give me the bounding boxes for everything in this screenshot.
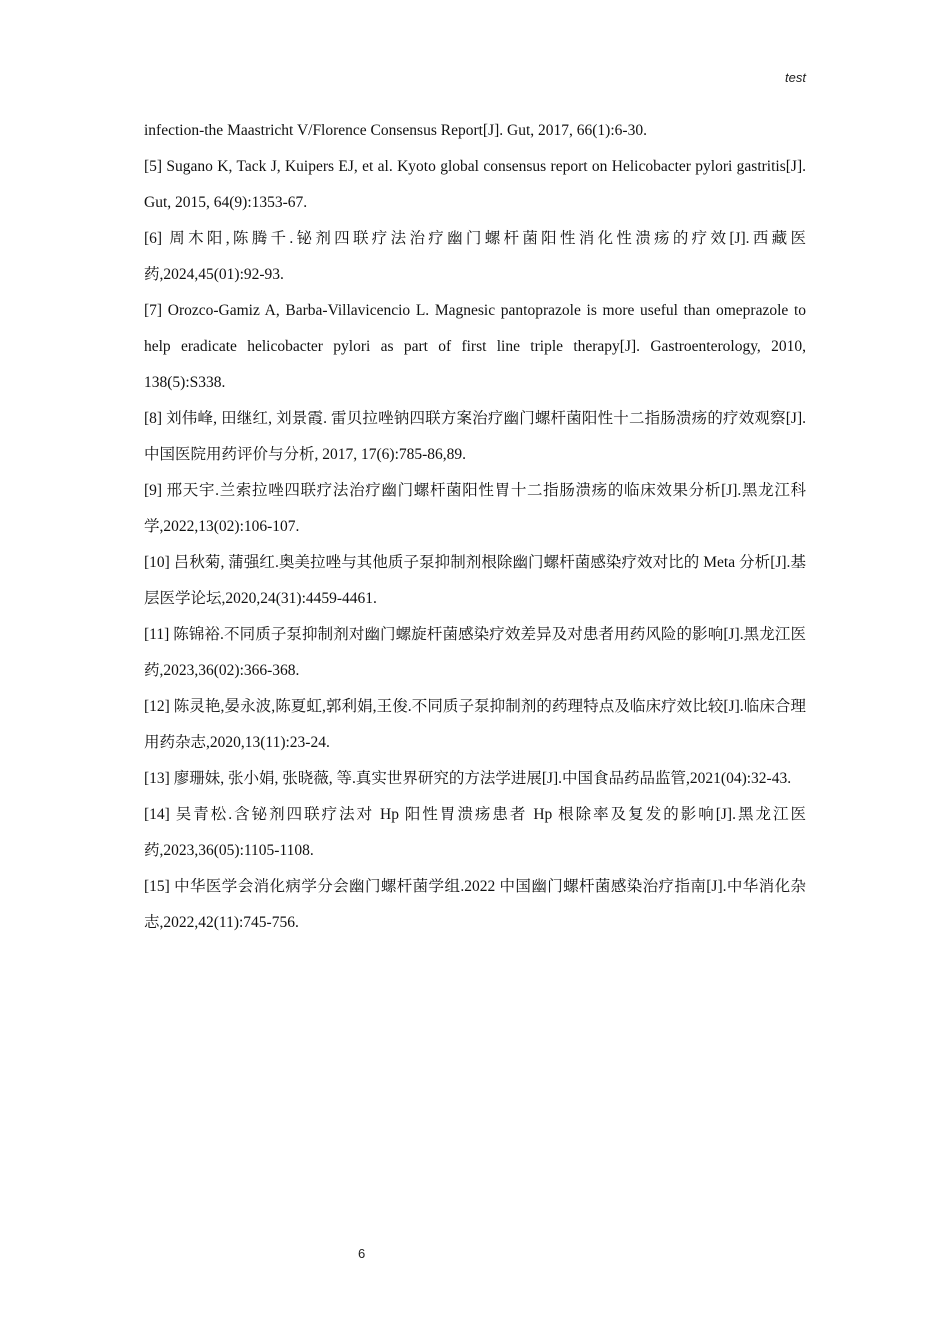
reference-item: [15] 中华医学会消化病学分会幽门螺杆菌学组.2022 中国幽门螺杆菌感染治疗指南[J].中华消化杂志,2022,42(11):745-756. bbox=[144, 878, 806, 931]
reference-list bbox=[144, 113, 806, 941]
reference-item: [11] 陈锦裕.不同质子泵抑制剂对幽门螺旋杆菌感染疗效差异及对患者用药风险的影响[J].黑龙江医药,2023,36(02):366-368. bbox=[144, 626, 806, 679]
reference-item: [12] 陈灵艳,晏永波,陈夏虹,郭利娟,王俊.不同质子泵抑制剂的药理特点及临床疗效比较[J].临床合理用药杂志,2020,13(11):23-24. bbox=[144, 698, 806, 751]
reference-item: [14] 吴青松.含铋剂四联疗法对 Hp 阳性胃溃疡患者 Hp 根除率及复发的影响[J].黑龙江医药,2023,36(05):1105-1108. bbox=[144, 806, 806, 859]
reference-item: [6] 周木阳,陈腾千.铋剂四联疗法治疗幽门螺杆菌阳性消化性溃疡的疗效[J].西藏医药,2024,45(01):92-93. bbox=[144, 230, 806, 283]
running-header: test bbox=[785, 70, 806, 85]
reference-item: [9] 邢天宇.兰索拉唑四联疗法治疗幽门螺杆菌阳性胃十二指肠溃疡的临床效果分析[J].黑龙江科学,2022,13(02):106-107. bbox=[144, 482, 806, 535]
reference-item: [8] 刘伟峰, 田继红, 刘景霞. 雷贝拉唑钠四联方案治疗幽门螺杆菌阳性十二指肠溃疡的疗效观察[J]. 中国医院用药评价与分析, 2017, 17(6):785-86,89. bbox=[144, 410, 806, 463]
reference-item: infection-the Maastricht V/Florence Consensus Report[J]. Gut, 2017, 66(1):6-30. bbox=[144, 122, 647, 139]
reference-item: [5] Sugano K, Tack J, Kuipers EJ, et al. Kyoto global consensus report on Helicobacter pylori gastritis[J]. Gut, 2015, 64(9):1353-67. bbox=[144, 158, 806, 211]
reference-item: [7] Orozco-Gamiz A, Barba-Villavicencio L. Magnesic pantoprazole is more useful than omeprazole to help eradicate helicobacter pylori as part of first line triple therapy[J]. Gastroenterology, 2010, 138(5):S338. bbox=[144, 302, 806, 391]
reference-item: [10] 吕秋菊, 蒲强红.奥美拉唑与其他质子泵抑制剂根除幽门螺杆菌感染疗效对比的 Meta 分析[J].基层医学论坛,2020,24(31):4459-4461. bbox=[144, 554, 806, 607]
reference-item: [13] 廖珊妹, 张小娟, 张晓薇, 等.真实世界研究的方法学进展[J].中国食品药品监管,2021(04):32-43. bbox=[144, 770, 792, 787]
page-number: 6 bbox=[358, 1246, 366, 1261]
